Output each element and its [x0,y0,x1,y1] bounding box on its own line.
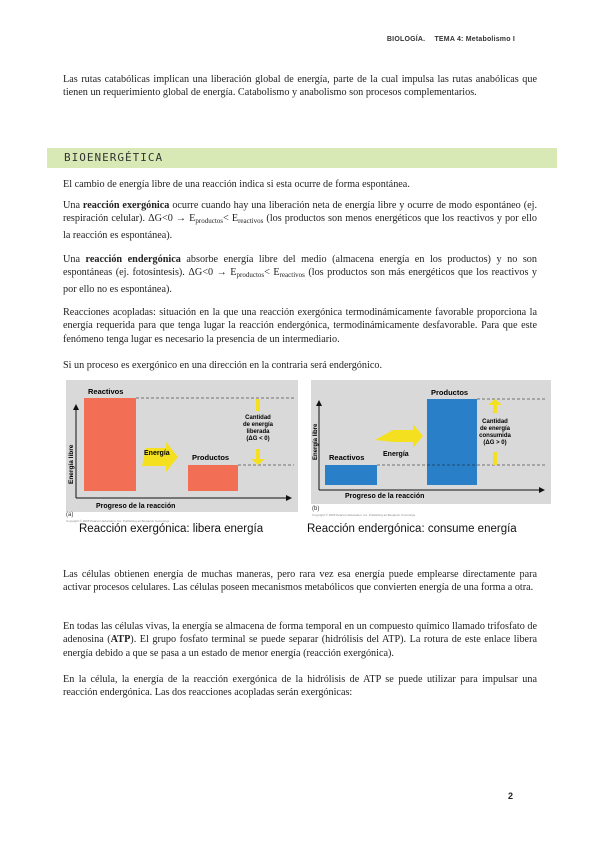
endergonic-delta-arrow-shaft2 [493,452,497,465]
exergonic-term: reacción exergónica [82,200,170,211]
cells-paragraph-1: Las células obtienen energía de muchas maneras, pero rara vez esa energía puede emplearse directamente para activar procesos celulares. Las células poseen mecanismos metabólicos que convierten energía de una forma a otra. [63,569,537,594]
endergonic-reactants-bar [325,465,377,485]
exergonic-box-line3: liberada [246,429,270,435]
header-subject: BIOLOGÍA. [386,36,426,43]
endergonic-term: reacción endergónica [85,254,181,265]
cells2-atp: ATP [110,634,131,646]
exergonic-paragraph [63,199,537,242]
endergonic-box-line2: de energía [479,426,511,432]
exergonic-products-bar [188,465,238,491]
exergonic-y-label: Energía libre [68,444,75,484]
coupled-paragraph: Reacciones acopladas: situación en la que una reacción exergónica termodinámicamente favorable proporciona la energía requerida para que tenga lugar la reacción endergónica, termodinámicamente desfavorable. Para que este fenómeno tenga lugar es necesario la presencia de un intermediario. [63,307,537,345]
endergonic-x-label: Progreso de la reacción [345,493,425,500]
exergonic-delta-arrow-shaft [256,399,260,411]
endergonic-sub2: reactivos [279,271,305,280]
endergonic-products-bar [427,399,477,485]
endergonic-box-line1: Cantidad [482,419,508,425]
endergonic-less: < E [264,267,280,279]
direction-paragraph: Si un proceso es exergónico en una dirección en la contraria será endergónico. [63,360,382,371]
exergonic-box-line2: de energía [242,422,274,428]
exergonic-sub1: productos [195,217,224,226]
exergonic-energy-label: Energía [144,450,170,457]
exergonic-text1: ocurre cuando hay una liberación neta de energía libre y ocurre de modo espontáneo (ej. respiración celular). [63,200,537,225]
exergonic-prefix: Una [63,200,83,211]
exergonic-reactants-label: Reactivos [88,387,124,396]
free-energy-paragraph: El cambio de energía libre de una reacción indica si esta ocurre de forma espontánea. [63,179,410,190]
endergonic-box-line4: (ΔG > 0) [483,440,507,446]
endergonic-delta: ΔG<0 → E [188,267,237,279]
cells-paragraph-2 [63,620,537,660]
endergonic-paragraph [63,253,537,296]
exergonic-panel-label: (a) [66,512,74,518]
exergonic-box-line1: Cantidad [245,415,271,421]
exergonic-reactants-bar [84,398,136,491]
cells2-after: ). El grupo fosfato terminal se puede separar (hidrólisis del ATP). La rotura de este enlace libera energía debido a que se pasa a un estado de menor energía (reacción exergónica). [63,634,537,659]
endergonic-text1: absorbe energía libre del medio (almacena energía en los productos) y no son espontáneas (ej. fotosíntesis). [63,254,537,279]
header-topic: TEMA 4: Metabolismo I [434,36,515,43]
exergonic-text2: (los productos son menos energéticos que los reactivos y por ello la reacción es espontánea). [63,213,537,241]
exergonic-products-label: Productos [192,453,230,462]
endergonic-energy-label: Energía [383,451,409,458]
cells-paragraph-3: En la célula, la energía de la reacción exergónica de la hidrólisis de ATP se puede utilizar para impulsar una reacción endergónica. Las dos reacciones acopladas serán exergónicas: [63,674,537,699]
exergonic-caption: Reacción exergónica: libera energía [79,523,264,535]
endergonic-sub1: productos [236,271,265,280]
endergonic-diagram [311,380,551,504]
cells2-before: En todas las células vivas, la energía se almacena de forma temporal en un compuesto químico llamado trifosfato de adenosina ( [63,621,537,646]
endergonic-y-label: Energía libre [313,423,319,460]
page-header [380,36,515,43]
endergonic-credit: Copyright © 2005 Pearson Education, Inc. Publishing as Benjamin Cummings [312,513,416,517]
exergonic-credit: Copyright © 2005 Pearson Education, Inc. Publishing as Benjamin Cummings [66,519,170,523]
exergonic-box-line4: (ΔG < 0) [246,436,270,442]
endergonic-reactants-label: Reactivos [329,453,365,462]
endergonic-products-label: Productos [431,388,469,397]
section-title: BIOENERGÉTICA [64,151,164,164]
exergonic-x-label: Progreso de la reacción [96,503,176,510]
endergonic-delta-arrow-shaft [493,405,497,413]
page-number: 2 [508,791,514,801]
endergonic-text2: (los productos son más energéticos que los reactivos y por ello no es espontánea). [63,267,537,295]
exergonic-delta: ΔG<0 → E [148,213,196,225]
exergonic-diagram [66,380,298,512]
intro-paragraph: Las rutas catabólicas implican una liberación global de energía, parte de la cual impulsa las rutas anabólicas que tienen un requerimiento global de energía. Catabolismo y anabolismo son procesos complementarios. [63,74,537,99]
exergonic-delta-arrow-shaft2 [256,449,260,459]
exergonic-less: < E [223,213,239,225]
endergonic-caption: Reacción endergónica: consume energía [307,523,517,535]
endergonic-panel-label: (b) [312,506,320,512]
exergonic-sub2: reactivos [238,217,264,226]
endergonic-box-line3: consumida [479,433,511,439]
endergonic-prefix: Una [63,254,86,265]
